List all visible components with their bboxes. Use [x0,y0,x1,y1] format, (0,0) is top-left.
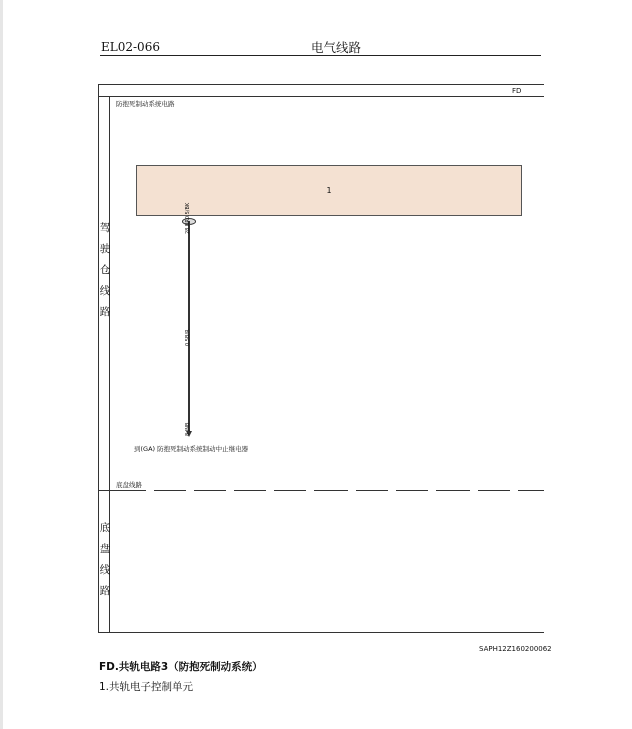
chassis-label: 底盘线路 [99,522,111,597]
frame-bottom [98,632,544,633]
wiring-diagram [98,84,544,633]
section-title: FD.共轨电路3（防抱死制动系统） [99,661,263,673]
page-code: EL02-066 [101,40,160,54]
page-edge [0,0,3,729]
chassis-line-label: 底盘线路 [116,481,142,489]
divider-tick [186,490,194,491]
diagram-code: FD [512,87,522,95]
wire-label: 0.5B/R [185,329,191,346]
header-rule [100,55,541,56]
connector-pin-label: 28 BR0.5/BK [185,202,191,234]
divider-tick [226,490,234,491]
divider-tick [306,490,314,491]
component-number: 1 [326,186,332,195]
divider-tick [348,490,356,491]
bottom-pin-label: 8 JNB [185,422,191,436]
section-item: 1.共轨电子控制单元 [99,681,194,693]
component-box [136,165,522,216]
divider-tick [388,490,396,491]
page-title: 电气线路 [311,40,362,55]
divider-tick [428,490,436,491]
frame-header-line [98,96,544,97]
circuit-label: 防抱死制动系统电路 [116,100,175,108]
figure-code: SAPH12Z160200062 [479,645,552,653]
divider-tick [510,490,518,491]
destination-label: 到(GA) 防抱死制动系统制动中止继电器 [134,445,249,453]
wire [188,221,190,432]
cabin-label: 驾驶仓线路 [99,222,111,318]
frame-top [98,84,544,85]
divider-tick [470,490,478,491]
divider-tick [146,490,154,491]
divider-tick [266,490,274,491]
